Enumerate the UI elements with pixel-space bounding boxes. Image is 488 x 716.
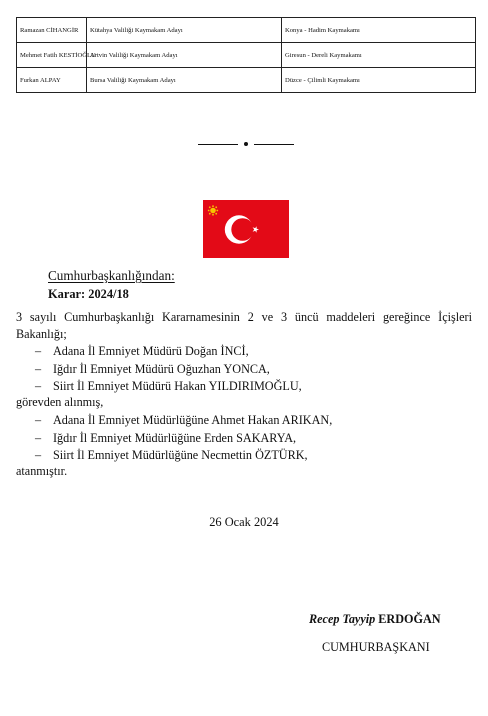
list-item-text: Siirt İl Emniyet Müdürü Hakan YILDIRIMOĞLU, [53, 379, 302, 393]
dash: – [35, 448, 42, 462]
decree-date: 26 Ocak 2024 [209, 515, 279, 529]
new-post-cell: Düzce - Çilimli Kaymakamı [282, 68, 476, 93]
appointed-list [16, 412, 472, 465]
section-separator [198, 141, 294, 147]
new-post-cell: Konya - Hadim Kaymakamı [282, 18, 476, 43]
list-item [16, 447, 472, 465]
removed-statement: görevden alınmış, [16, 395, 104, 409]
dash: – [35, 379, 42, 393]
removed-list [16, 343, 472, 396]
dash: – [35, 344, 42, 358]
decree-number: Karar: 2024/18 [48, 287, 129, 301]
list-item-text: Adana İl Emniyet Müdürlüğüne Ahmet Hakan ARIKAN, [53, 413, 333, 427]
table-row [17, 43, 476, 68]
dash: – [35, 430, 42, 445]
separator-line [198, 144, 238, 145]
appointment-table [16, 17, 476, 93]
signatory-surname: ERDOĞAN [378, 612, 441, 626]
list-item-text: Iğdır İl Emniyet Müdürlüğüne Erden SAKARYA, [53, 430, 297, 445]
dash: – [35, 361, 42, 376]
current-post-cell: Kütahya Valiliği Kaymakam Adayı [87, 18, 282, 43]
separator-dot [244, 142, 248, 146]
current-post-cell: Artvin Valiliği Kaymakam Adayı [87, 43, 282, 68]
institution-heading: Cumhurbaşkanlığından: [48, 268, 175, 283]
separator-line [254, 144, 294, 145]
list-item-text: Siirt İl Emniyet Müdürlüğüne Necmettin ÖZTÜRK, [53, 448, 308, 462]
list-item [16, 361, 472, 379]
list-item [16, 430, 472, 448]
decree-intro [16, 309, 472, 343]
name-cell: Mehmet Fatih KESTİOĞLU [17, 43, 87, 68]
list-item [16, 412, 472, 430]
dash: – [35, 413, 42, 427]
list-item-text: Iğdır İl Emniyet Müdürü Oğuzhan YONCA, [53, 361, 270, 376]
new-post-cell: Giresun - Dereli Kaymakamı [282, 43, 476, 68]
table-row [17, 68, 476, 93]
list-item-text: Adana İl Emniyet Müdürü Doğan İNCİ, [53, 344, 249, 358]
name-cell: Furkan ALPAY [17, 68, 87, 93]
list-item [16, 343, 472, 361]
list-item [16, 378, 472, 396]
decree-intro-text: 3 sayılı Cumhurbaşkanlığı Kararnamesinin 2 ve 3 üncü maddeleri gereğince İçişleri Bakanlığı; [16, 310, 472, 341]
name-cell: Ramazan CİHANGİR [17, 18, 87, 43]
appointed-statement: atanmıştır. [16, 464, 68, 478]
current-post-cell: Bursa Valiliği Kaymakam Adayı [87, 68, 282, 93]
signatory-title: CUMHURBAŞKANI [322, 640, 430, 654]
signatory-name [309, 612, 441, 627]
presidential-flag-icon [203, 200, 289, 258]
table-row [17, 18, 476, 43]
signatory-given-name: Recep Tayyip [309, 612, 376, 626]
